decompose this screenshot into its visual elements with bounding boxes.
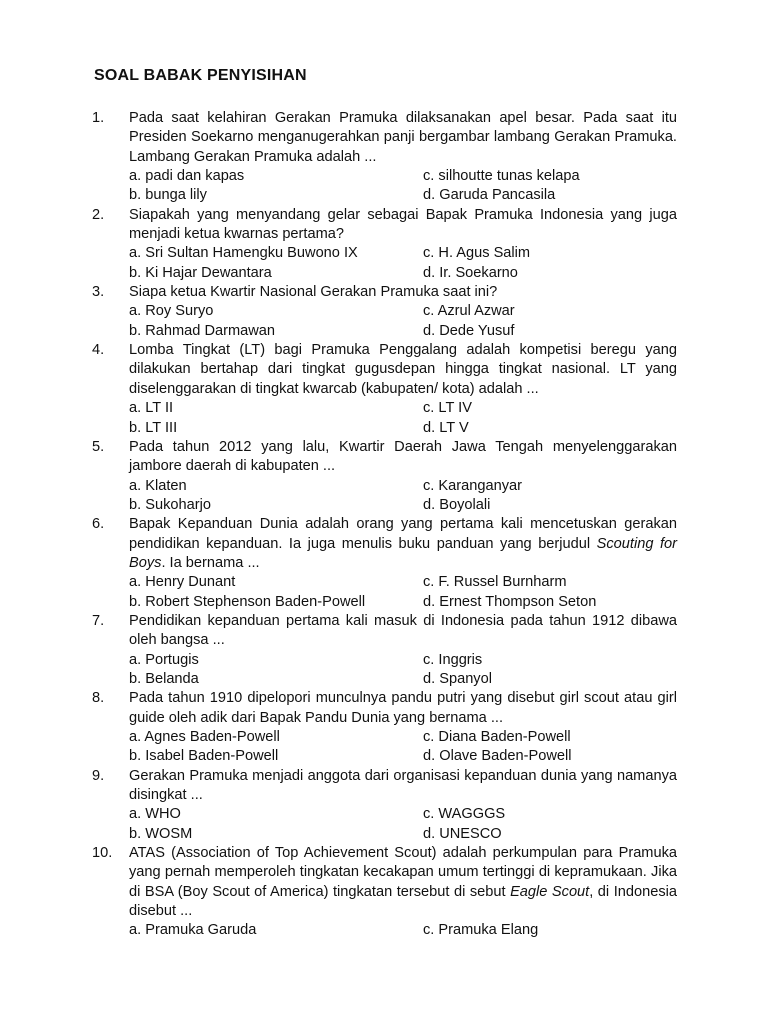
question-text [129,767,677,806]
answer-option: b. Sukoharjo [129,496,211,513]
page-title: SOAL BABAK PENYISIHAN [94,67,307,84]
answer-option: b. Isabel Baden-Powell [129,748,279,765]
answer-option: b. Ki Hajar Dewantara [129,264,272,281]
question-text [129,341,677,399]
question-text-italic: Eagle Scout [510,883,590,900]
answer-options [129,244,677,283]
question-text-segment: Bapak Kepanduan Dunia adalah orang yang pertama kali mencetuskan gerakan pendidikan kepanduan. Ia juga menulis buku panduan yang berjudul [129,516,677,552]
question-number: 6. [92,516,105,533]
answer-option: c. WAGGGS [423,806,506,823]
question-text-segment: Gerakan Pramuka menjadi anggota dari organisasi kepanduan dunia yang namanya disingkat ... [129,767,677,804]
answer-option: b. WOSM [129,825,193,842]
answer-option: d. Ernest Thompson Seton [423,593,597,610]
answer-options [129,921,677,940]
answer-options [129,477,677,516]
answer-option: a. Klaten [129,477,187,494]
answer-options [129,167,677,206]
question-item [92,767,677,844]
question-text [129,515,677,573]
question-text-segment: Pada tahun 2012 yang lalu, Kwartir Daerah Jawa Tengah menyelenggarakan jambore daerah di kabupaten ... [129,438,677,475]
question-text-segment: , di Indonesia disebut ... [129,883,677,920]
answer-option: d. Boyolali [423,496,491,513]
answer-option: a. Sri Sultan Hamengku Buwono IX [129,245,358,262]
answer-option: c. F. Russel Burnharm [423,574,567,591]
question-item [92,515,677,612]
question-item [92,844,677,941]
answer-options [129,728,677,767]
answer-option: c. H. Agus Salim [423,245,531,262]
answer-option: c. Azrul Azwar [423,303,515,320]
answer-option: d. Garuda Pancasila [423,187,556,204]
question-text-segment: Siapa ketua Kwartir Nasional Gerakan Pramuka saat ini? [129,284,498,301]
answer-option: a. Agnes Baden-Powell [129,729,280,745]
answer-option: a. LT II [129,400,174,417]
answer-option: c. Pramuka Elang [423,922,539,939]
question-text-segment: Siapakah yang menyandang gelar sebagai Bapak Pramuka Indonesia yang juga menjadi ketua kwarnas pertama? [129,206,677,243]
answer-options [129,399,677,438]
answer-options [129,302,677,341]
question-number: 5. [92,438,105,455]
question-item [92,612,677,689]
question-text-segment: ATAS (Association of Top Achievement Scout) adalah perkumpulan para Pramuka yang pernah memperoleh tingkatan kecakapan umum tertinggi di kepramukaan. Jika di BSA (Boy Scout of America) tingkatan tersebut di sebut [129,845,677,900]
question-text-italic: Scouting for Boys [129,535,678,571]
answer-options [129,573,677,612]
question-number: 10. [92,845,113,862]
answer-option: c. Karanganyar [423,477,522,494]
answer-option: c. silhoutte tunas kelapa [423,168,580,185]
answer-option: c. LT IV [423,400,472,417]
question-text [129,612,677,651]
answer-option: b. bunga lily [129,187,207,204]
answer-option: d. Spanyol [423,670,492,687]
question-text-segment: Pada tahun 1910 dipelopori munculnya pandu putri yang disebut girl scout atau girl guide oleh adik dari Bapak Pandu Dunia yang bernama ... [129,690,677,726]
answer-option: c. Diana Baden-Powell [423,729,571,745]
question-text [129,206,677,245]
answer-option: d. Ir. Soekarno [423,264,518,281]
question-text-segment: Lomba Tingkat (LT) bagi Pramuka Penggalang adalah kompetisi beregu yang dilakukan bertahap dari tingkat gugusdepan hingga tingkat nasional. LT yang diselenggarakan di tingkat kwarcab (kabupaten/ kota) adalah ... [129,342,677,397]
question-item [92,283,677,341]
answer-option: b. LT III [129,419,178,436]
question-text [129,109,677,167]
answer-option: d. LT V [423,419,469,436]
question-list [92,109,677,941]
question-number: 2. [92,206,105,223]
answer-option: a. padi dan kapas [129,168,245,185]
answer-options [129,805,677,844]
question-item [92,206,677,283]
question-text [129,844,677,921]
answer-option: d. Olave Baden-Powell [423,748,572,765]
answer-option: a. Pramuka Garuda [129,922,257,939]
answer-option: b. Rahmad Darmawan [129,322,276,339]
answer-option: a. Portugis [129,651,199,668]
answer-option: c. Inggris [423,651,483,668]
question-text [129,283,677,302]
question-number: 1. [92,110,105,126]
question-number: 4. [92,342,105,359]
answer-option: a. Roy Suryo [129,303,214,320]
answer-option: b. Robert Stephenson Baden-Powell [129,593,366,610]
question-text [129,689,677,728]
question-text-segment: . Ia bernama ... [161,554,260,571]
question-item [92,438,677,515]
question-number: 3. [92,284,105,301]
question-text [129,438,677,477]
question-item [92,341,677,438]
answer-option: a. Henry Dunant [129,574,236,591]
answer-options [129,651,677,690]
question-number: 8. [92,690,105,707]
question-text-segment: Pendidikan kepanduan pertama kali masuk di Indonesia pada tahun 1912 dibawa oleh bangsa ... [129,612,677,649]
answer-option: b. Belanda [129,670,199,687]
question-item [92,109,677,206]
question-number: 7. [92,612,105,629]
answer-option: d. UNESCO [423,825,502,842]
question-text-segment: Pada saat kelahiran Gerakan Pramuka dilaksanakan apel besar. Pada saat itu Presiden Soekarno menganugerahkan panji bergambar lambang Gerakan Pramuka. Lambang Gerakan Pramuka adalah ... [129,110,677,165]
question-item [92,689,677,766]
answer-option: d. Dede Yusuf [423,322,515,339]
answer-option: a. WHO [129,806,181,823]
question-number: 9. [92,767,105,784]
